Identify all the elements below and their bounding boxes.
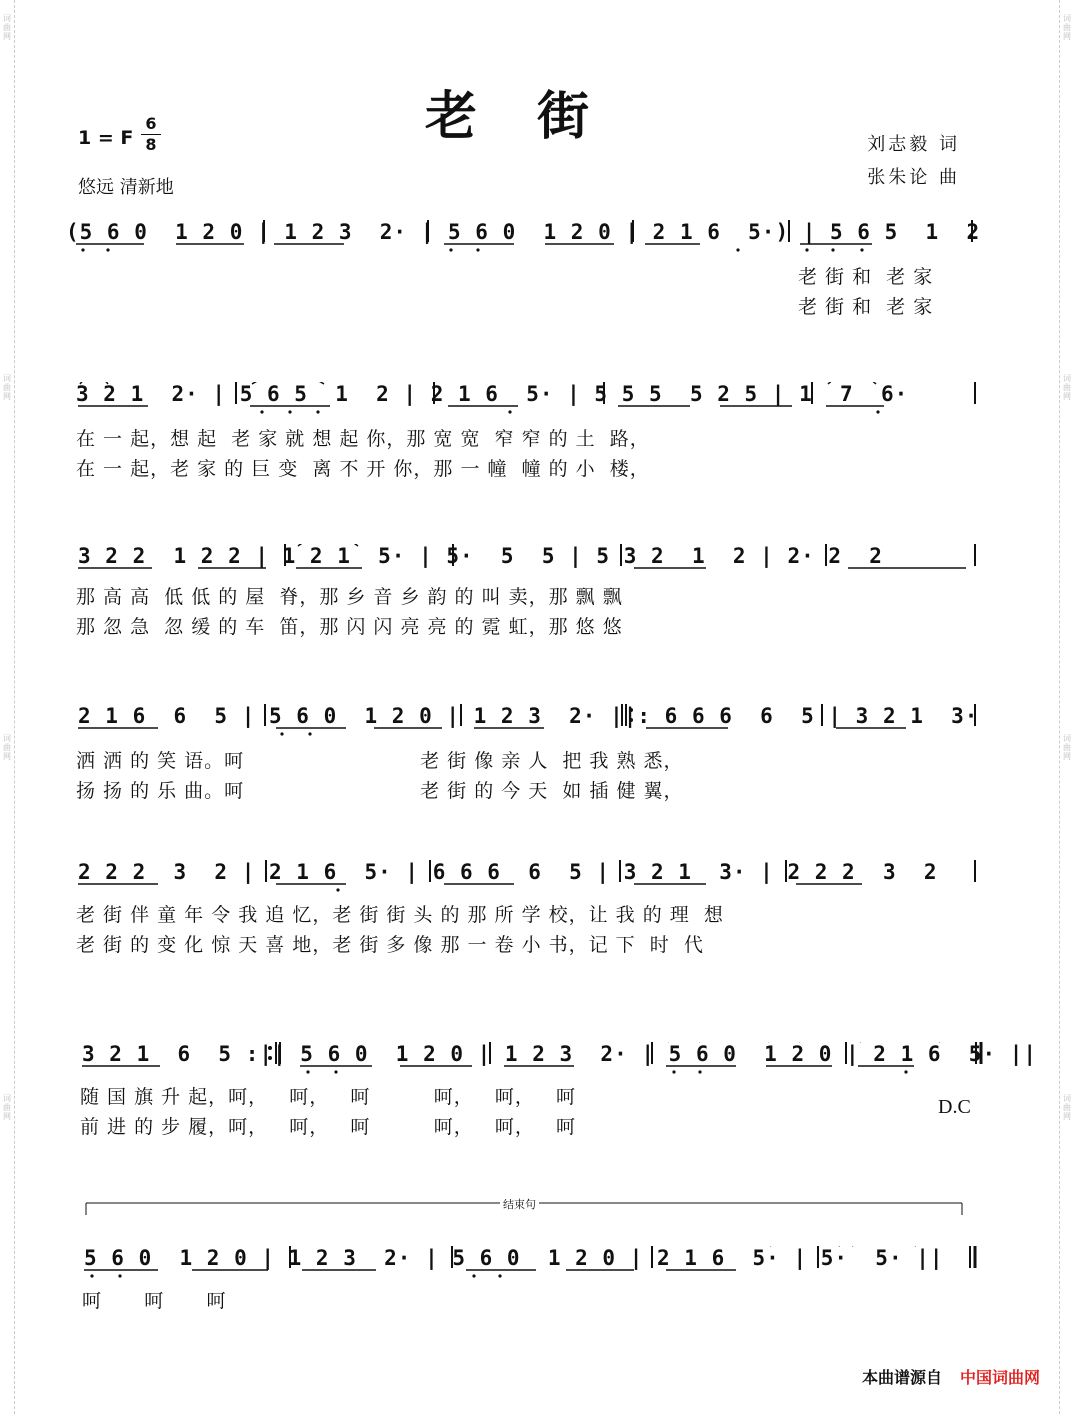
time-signature xyxy=(140,114,162,155)
source-prefix: 本曲谱源自 xyxy=(861,1368,942,1387)
tempo-marking: 悠远 清新地 xyxy=(78,177,174,198)
watermark-text: 词曲网 xyxy=(3,1094,11,1121)
notation-line: 3 2 2 1 2 2 | 1 2 1 5· | 5· 5 5 | 5 3 2 1 2 | 2· 2 2 xyxy=(78,544,883,568)
watermark-text: 词曲网 xyxy=(1063,1094,1071,1121)
lyricist-credit: 刘志毅 词 xyxy=(867,134,960,155)
score-row xyxy=(0,860,1074,980)
lyrics-verse-2: 前 进 的 步 履，呵， 呵， 呵 呵， 呵， 呵 xyxy=(80,1116,576,1138)
lyrics-verse-1: 老 街 伴 童 年 令 我 追 忆，老 街 街 头 的 那 所 学 校，让 我 的 理 想 xyxy=(76,904,724,926)
score-row xyxy=(0,220,1074,340)
score-row xyxy=(0,1042,1074,1162)
notation-line: 3 2 1 6 5 :|| 5 6 0 1 2 0 | 1 2 3 2· | 5 6 0 1 2 0 | 2 1 6 5· || xyxy=(82,1042,1038,1066)
notation-line: 3 2 1 2· | 5 6 5 1 2 | 2 1 6 5· | 5 5 5 5 2 5 | 1 7 6· xyxy=(76,382,909,406)
lyrics-verse-1: 洒 洒 的 笑 语。呵 老 街 像 亲 人 把 我 熟 悉， xyxy=(76,750,684,772)
notation-line: 2 2 2 3 2 | 2 1 6 5· | 6 6 6 6 5 | 3 2 1 3· | 2 2 2 3 2 xyxy=(78,860,938,884)
time-signature-top: 6 xyxy=(145,114,157,133)
end-section-label: 结束句 xyxy=(500,1196,539,1212)
watermark-text: 词曲网 xyxy=(1063,374,1071,401)
lyrics-verse-1: 那 高 高 低 低 的 屋 脊，那 乡 音 乡 韵 的 叫 卖，那 飘 飘 xyxy=(76,586,623,608)
lyrics-verse-2: 那 忽 急 忽 缓 的 车 笛，那 闪 闪 亮 亮 的 霓 虹，那 悠 悠 xyxy=(76,616,623,638)
lyrics-verse-2: 扬 扬 的 乐 曲。呵 老 街 的 今 天 如 插 健 翼， xyxy=(76,780,684,802)
watermark-text: 词曲网 xyxy=(3,734,11,761)
watermark-text: 词曲网 xyxy=(3,14,11,41)
song-title: 老街 xyxy=(424,86,649,147)
da-capo-mark: D.C xyxy=(938,1096,971,1118)
time-signature-bottom: 8 xyxy=(145,135,157,154)
notation-line: 2 1 6 6 5 | 5 6 0 1 2 0 | 1 2 3 2· ||: 6 6 6 6 5 | 3 2 1 3· xyxy=(78,704,979,728)
source-credit xyxy=(862,1365,1040,1388)
lyrics-verse-1: 老 街 和 老 家 xyxy=(798,266,934,288)
lyrics-verse-1: 在 一 起，想 起 老 家 就 想 起 你，那 宽 宽 窄 窄 的 土 路， xyxy=(76,428,650,450)
lyrics-verse-2: 在 一 起，老 家 的 巨 变 离 不 开 你，那 一 幢 幢 的 小 楼， xyxy=(76,458,650,480)
watermark-text: 词曲网 xyxy=(1063,14,1071,41)
composer-credit: 张朱论 曲 xyxy=(867,167,960,188)
lyrics-verse-2: 老 街 的 变 化 惊 天 喜 地，老 街 多 像 那 一 卷 小 书，记 下 时 代 xyxy=(76,934,704,956)
lyrics-verse-1: 随 国 旗 升 起，呵， 呵， 呵 呵， 呵， 呵 xyxy=(80,1086,576,1108)
notation-line: 5 6 0 1 2 0 | 1 2 3 2· | 5 6 0 1 2 0 | 2 1 6 5· | 5· 5· || xyxy=(84,1246,944,1270)
key-signature: 1 = F xyxy=(78,127,134,149)
source-site-link[interactable]: 中国词曲网 xyxy=(959,1368,1040,1387)
score-row xyxy=(0,704,1074,824)
score-row xyxy=(0,1246,1074,1366)
watermark-text: 词曲网 xyxy=(3,374,11,401)
score-row xyxy=(0,382,1074,502)
lyrics-verse-1: 呵 呵 呵 xyxy=(82,1290,227,1312)
lyrics-verse-2: 老 街 和 老 家 xyxy=(798,296,934,318)
score-row xyxy=(0,544,1074,664)
watermark-text: 词曲网 xyxy=(1063,734,1071,761)
notation-line: (5 6 0 1 2 0 | 1 2 3 2· | 5 6 0 1 2 0 | 2 1 6 5·) | 5 6 5 1 2 xyxy=(66,220,981,244)
